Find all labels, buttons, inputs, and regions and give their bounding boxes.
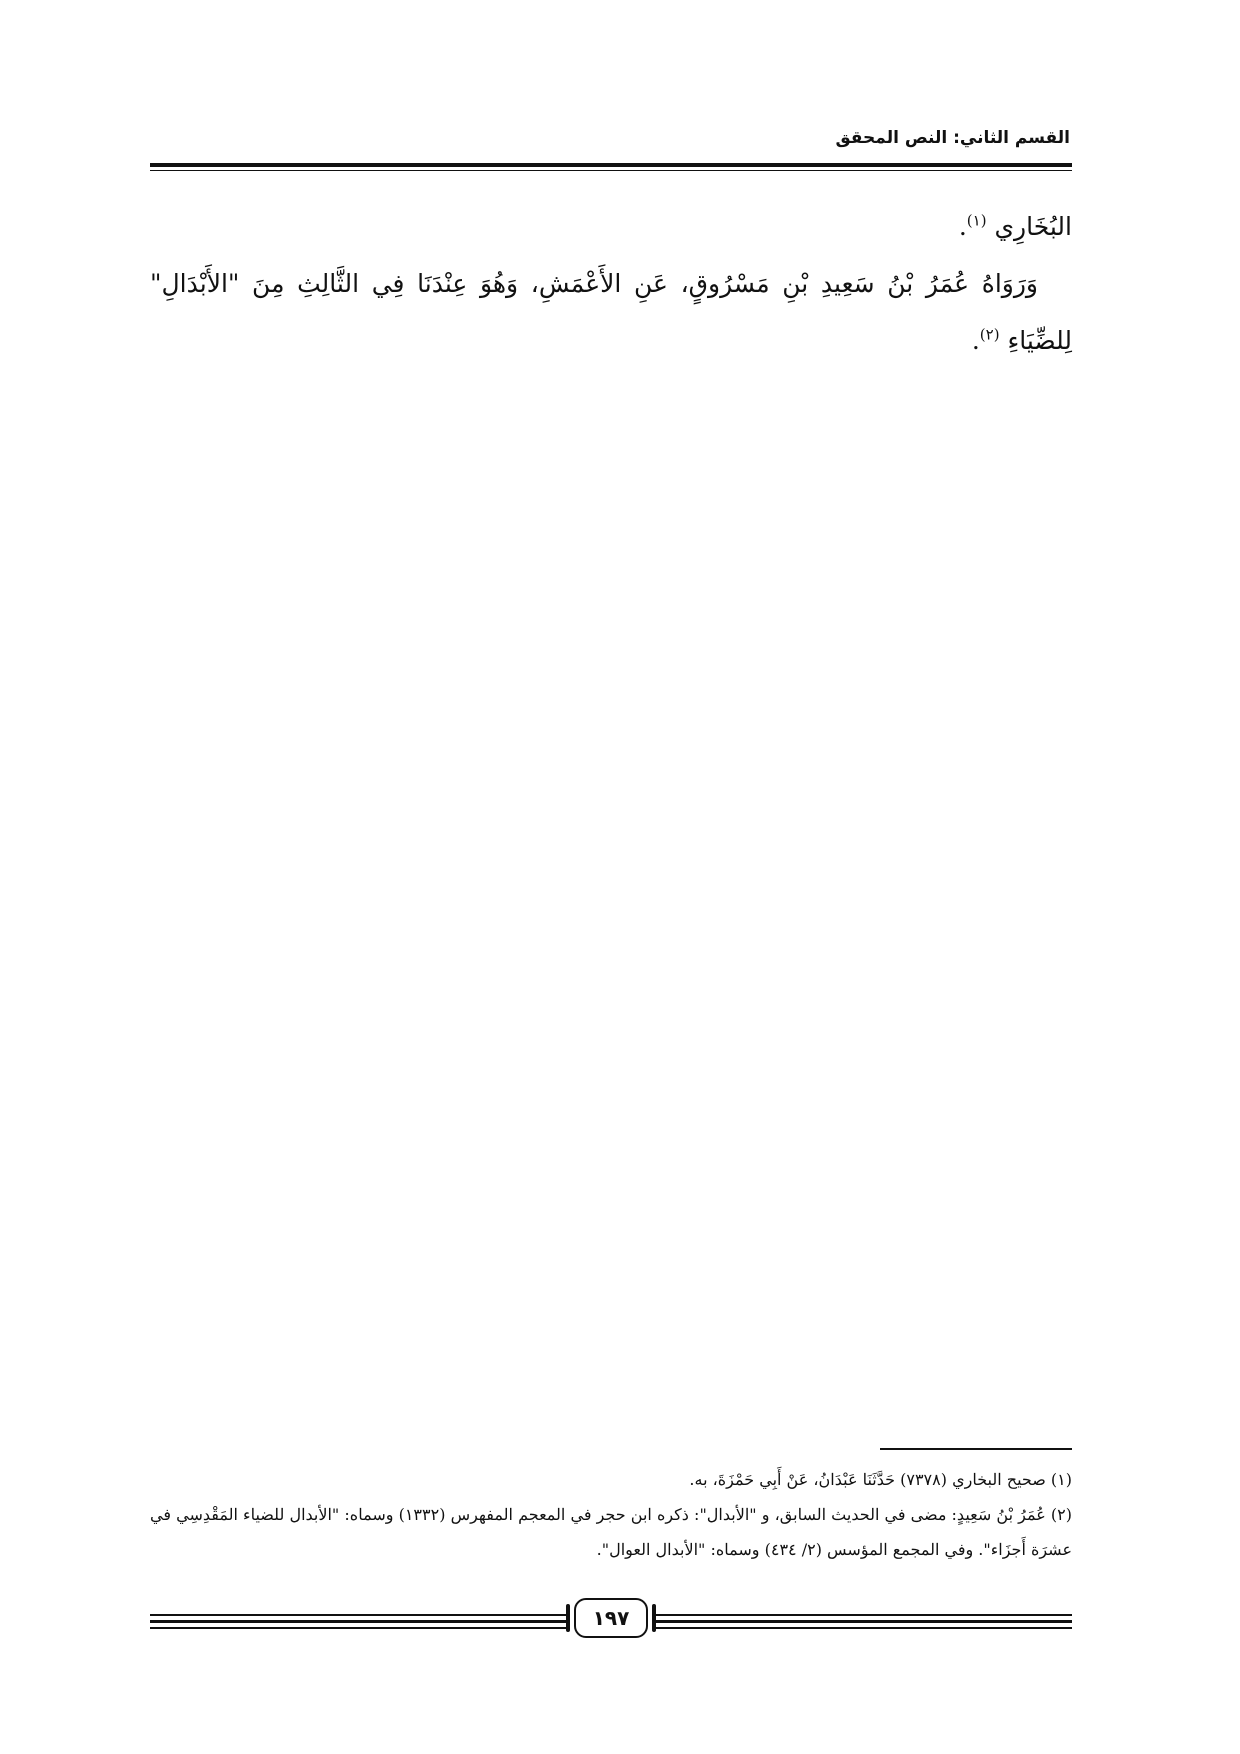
footnote-2: (٢) عُمَرُ بْنُ سَعِيدٍ: مضى في الحديث السابق، و "الأبدال": ذكره ابن حجر في المعجم المفهرس (١٣٣٢) وسماه: "الأبدال للضياء المَقْدِسِي في عشرَة أَجزَاء". وفي المجمع المؤسس (٢/ ٤٣٤) وسماه: "الأبدال العوال".: [150, 1505, 1072, 1559]
footnote-ref-1: (١): [966, 211, 987, 230]
footer-rule-left-middle: [150, 1620, 568, 1623]
footer-rule-right-middle: [654, 1620, 1072, 1623]
footnote-1: (١) صحيح البخاري (٧٣٧٨) حَدَّثَنَا عَبْدَانُ، عَنْ أَبِي حَمْزَةَ، به.: [689, 1470, 1072, 1489]
footer-rule-left-bottom: [150, 1627, 568, 1629]
body-paragraph-2: [150, 255, 1072, 369]
body-paragraph-2-text: وَرَوَاهُ عُمَرُ بْنُ سَعِيدِ بْنِ مَسْرُوقٍ، عَنِ الأَعْمَشِ، وَهُوَ عِنْدَنَا فِي الثَّالِثِ مِنَ "الأَبْدَالِ" لِلضِّيَاءِ: [150, 269, 1072, 355]
header-rule: [150, 163, 1072, 167]
running-header: القسم الثاني: النص المحقق: [835, 128, 1070, 148]
body-line-1: [150, 198, 1072, 255]
main-text: [150, 198, 1072, 369]
header-rule-thin: [150, 170, 1072, 171]
body-line-1-text: البُخَارِي: [986, 212, 1072, 241]
body-line-1-end: .: [958, 212, 967, 241]
footnote-separator: [880, 1448, 1072, 1450]
body-paragraph-2-end: .: [971, 326, 980, 355]
footer-rule-left-top: [150, 1614, 568, 1616]
footnote-ref-2: (٢): [979, 325, 1000, 344]
footer-rule-right-bottom: [654, 1627, 1072, 1629]
footer-rule-right-top: [654, 1614, 1072, 1616]
footnotes: [150, 1462, 1072, 1567]
page-number: ١٩٧: [574, 1598, 648, 1638]
